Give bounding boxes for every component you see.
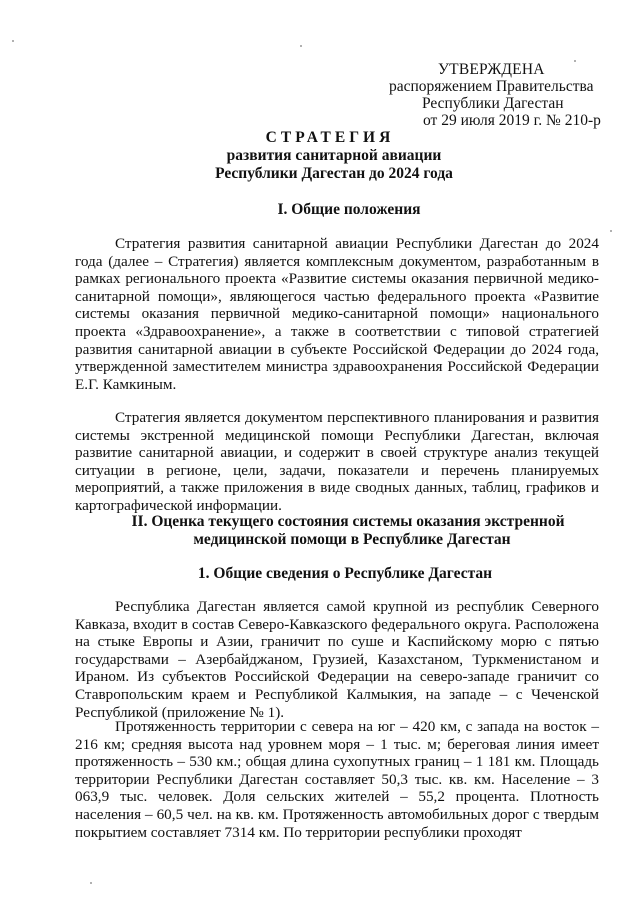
approval-line-date: от 29 июля 2019 г. № 210-р: [423, 112, 601, 129]
section-1-paragraph-2: Стратегия является документом перспективного планирования и развития системы экстренной медицинской помощи Республики Дагестан, включая развитие санитарной авиации, и содержит в своей структуре анализ текущей ситуации в регионе, цели, задачи, показатели и перечень планируемых мероприятий, а также приложения в виде сводных данных, таблиц, графиков и картографической информации.: [75, 409, 599, 514]
title-strategy: СТРАТЕГИЯ: [265, 129, 395, 146]
approval-stamp: [388, 61, 601, 129]
section-2-paragraph-1: Республика Дагестан является самой крупной из республик Северного Кавказа, входит в состав Северо-Кавказского федерального округа. Расположена на стыке Европы и Азии, граничит по суше и Каспийскому морю с пятью государствами – Азербайджаном, Грузией, Казахстаном, Туркменистаном и Ираном. Из субъектов Российской Федерации на северо-западе граничит со Ставропольским краем и Республикой Калмыкия, на западе – с Чеченской Республикой (приложение № 1).: [75, 598, 599, 721]
title-subject: развития санитарной авиации: [226, 147, 442, 164]
scan-speck: [12, 40, 14, 42]
approval-line-approved: УТВЕРЖДЕНА: [438, 61, 545, 78]
document-title: [0, 129, 640, 183]
scan-speck: [300, 45, 302, 47]
section-2-paragraph-2: Протяженность территории с севера на юг – 420 км, с запада на восток – 216 км; средняя высота над уровнем моря – 1 тыс. м; береговая линия имеет протяженность – 530 км.; общая длина сухопутных границ – 1 181 км. Площадь территории Республики Дагестан составляет 50,3 тыс. кв. км. Население – 3 063,9 тыс. человек. Доля сельских жителей – 55,2 процента. Плотность населения – 60,5 чел. на кв. км. Протяженность автомобильных дорог с твердым покрытием составляет 7314 км. По территории республики проходят: [75, 718, 599, 841]
section-1-paragraph-1: Стратегия развития санитарной авиации Республики Дагестан до 2024 года (далее – Стратегия) является комплексным документом, разработанным в рамках регионального проекта «Развитие системы оказания первичной медико-санитарной помощи», являющегося частью федерального проекта «Развитие системы оказания первичной медико-санитарной помощи» национального проекта «Здравоохранение», а также в соответствии с типовой стратегией развития санитарной авиации в субъекте Российской Федерации до 2024 года, утвержденной заместителем министра здравоохранения Российской Федерации Е.Г. Камкиным.: [75, 235, 599, 393]
section-2-heading: [0, 513, 640, 549]
scan-speck: [610, 230, 612, 232]
approval-line-republic: Республики Дагестан: [422, 95, 564, 112]
approval-line-order: распоряжением Правительства: [389, 78, 594, 95]
subsection-1-heading: 1. Общие сведения о Республике Дагестан: [197, 565, 493, 582]
section-2-heading-line-1: II. Оценка текущего состояния системы оказания экстренной: [131, 513, 565, 530]
scan-speck: [574, 60, 576, 62]
section-2-heading-line-2: медицинской помощи в Республике Дагестан: [193, 531, 511, 548]
title-region: Республики Дагестан до 2024 года: [215, 165, 453, 182]
scan-speck: [90, 882, 92, 884]
section-1-heading: I. Общие положения: [277, 201, 421, 218]
